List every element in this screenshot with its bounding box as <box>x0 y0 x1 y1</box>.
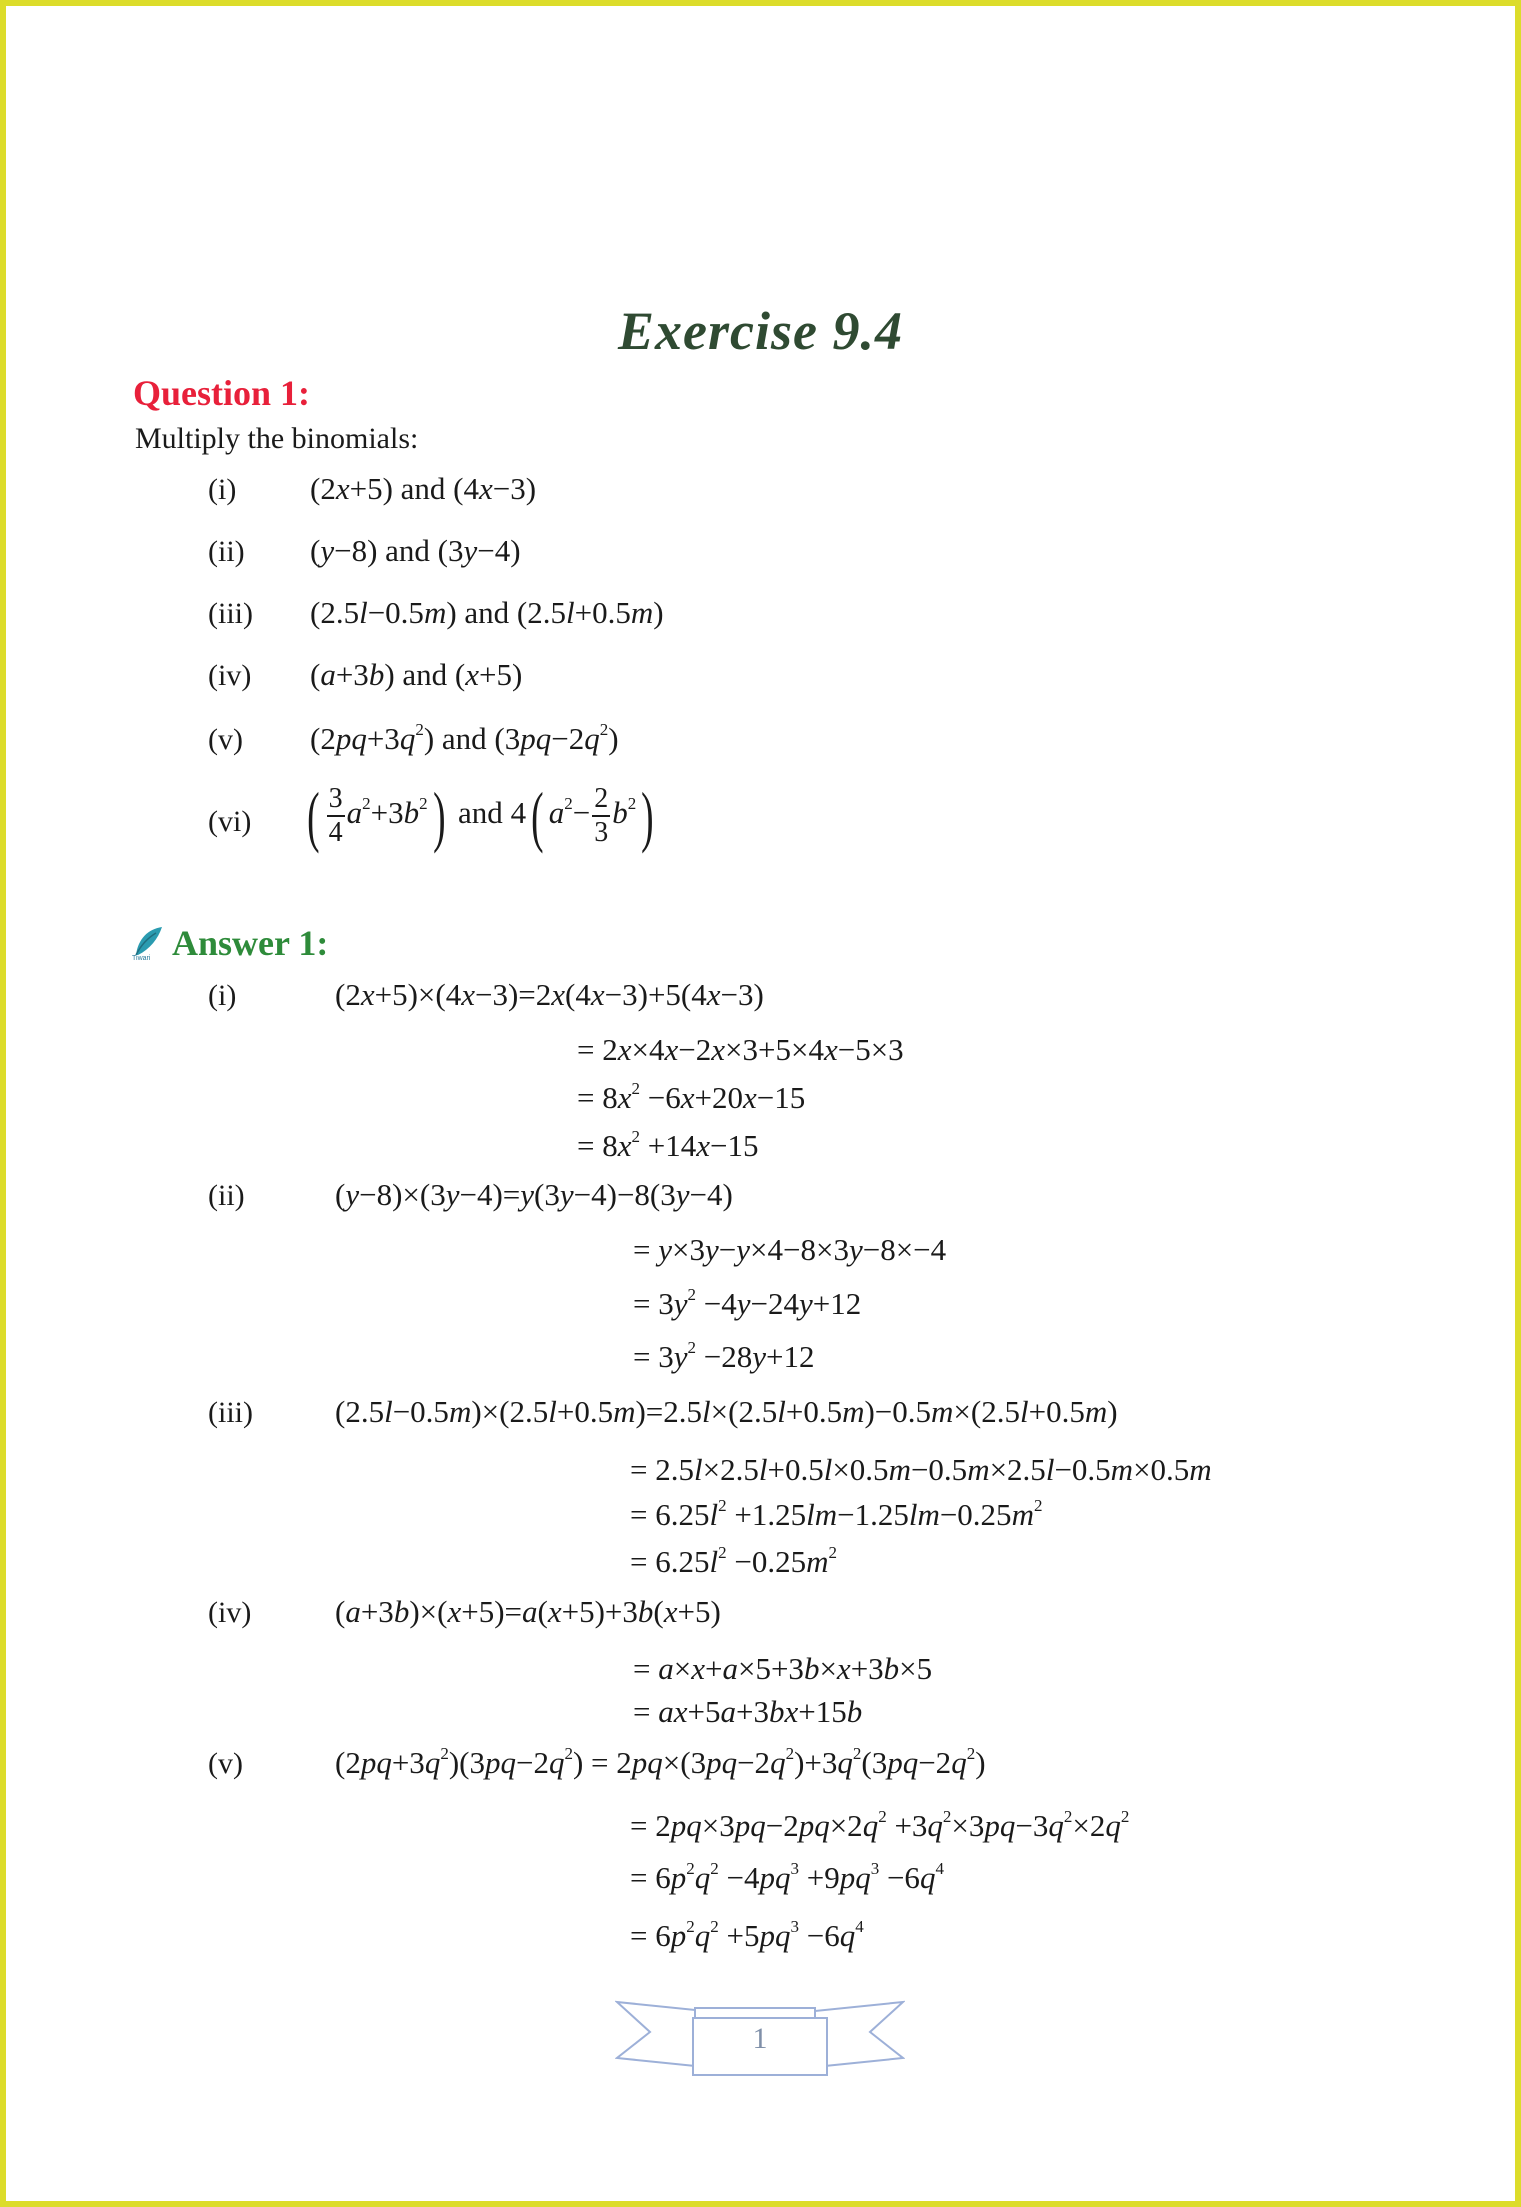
svg-text:Tiwari: Tiwari <box>132 955 151 961</box>
answer-line: = $3y^2 -4y-24y+12$ <box>633 1285 862 1321</box>
question-item-label: (ii) <box>208 535 245 568</box>
question-heading: Question 1: <box>133 373 311 413</box>
question-item-label: (iv) <box>208 659 252 692</box>
quill-logo-icon <box>130 925 166 961</box>
answer-line: = a×x+a×5+3b×x+3b×5 <box>633 1651 933 1686</box>
answer-part-label: (ii) <box>208 1179 245 1212</box>
answer-line: = y×3y−y×4−8×3y−8×−4 <box>633 1232 947 1267</box>
answer-line: = $6p^2q^2 -4pq^3 +9pq^3 -6q^4$ <box>630 1859 944 1895</box>
answer-line: = $8x^2 +14x-15$ <box>577 1127 759 1163</box>
question-item-label: (iii) <box>208 597 253 630</box>
answer-line: = $6.25l^2 +1.25lm-1.25lm-0.25m^2$ <box>630 1496 1043 1532</box>
question-item-expression: (2x+5) and (4x−3) <box>310 471 537 506</box>
answer-line: = $6.25l^2 -0.25m^2$ <box>630 1543 837 1579</box>
answer-line: = 2.5l×2.5l+0.5l×0.5m−0.5m×2.5l−0.5m×0.5m <box>630 1452 1212 1487</box>
answer-line: = 2x×4x−2x×3+5×4x−5×3 <box>577 1032 904 1067</box>
question-item-expression: (a+3b) and (x+5) <box>310 657 523 692</box>
answer-part-label: (i) <box>208 979 237 1012</box>
question-item-label: (vi) <box>208 805 252 838</box>
question-item-expression: $(2pq+3q^2)$ and $(3pq-2q^2)$ <box>310 720 619 756</box>
answer-part-label: (iv) <box>208 1596 252 1629</box>
answer-line: = ax+5a+3bx+15b <box>633 1694 863 1729</box>
answer-line: = $3y^2 -28y+12$ <box>633 1338 815 1374</box>
answer-line: (a+3b)×(x+5)=a(x+5)+3b(x+5) <box>335 1594 721 1629</box>
answer-line: (2x+5)×(4x−3)=2x(4x−3)+5(4x−3) <box>335 977 764 1012</box>
question-item-label: (v) <box>208 723 243 756</box>
question-item-expression: (y−8) and (3y−4) <box>310 533 521 568</box>
answer-line: = $8x^2 -6x+20x-15$ <box>577 1079 806 1115</box>
answer-line: $(2pq+3q^2)(3pq-2q^2) = 2pq\times(3pq-2q^2)+3q^2(3pq-2q^2)$ <box>335 1744 986 1780</box>
question-item-expression: (2.5l−0.5m) and (2.5l+0.5m) <box>310 595 664 630</box>
page-title: Exercise 9.4 <box>618 301 903 361</box>
answer-line: (y−8)×(3y−4)=y(3y−4)−8(3y−4) <box>335 1177 733 1212</box>
question-item-expression: ( $\frac{3}{4}$ $a^2+3b^2$) and 4( $a^2-$ $\frac{2}{3}$ $b^2$) <box>307 778 654 854</box>
question-prompt: Multiply the binomials: <box>135 422 419 455</box>
page-number: 1 <box>752 2022 768 2055</box>
question-item-label: (i) <box>208 473 237 506</box>
answer-heading: Answer 1: <box>172 923 329 963</box>
answer-part-label: (v) <box>208 1747 243 1780</box>
answer-line: = $6p^2q^2 +5pq^3 -6q^4$ <box>630 1917 864 1953</box>
answer-line: = $2pq\times 3pq-2pq\times 2q^2 +3q^2\times 3pq-3q^2\times 2q^2$ <box>630 1807 1130 1843</box>
answer-line: (2.5l−0.5m)×(2.5l+0.5m)=2.5l×(2.5l+0.5m)−0.5m×(2.5l+0.5m) <box>335 1394 1118 1429</box>
answer-part-label: (iii) <box>208 1396 253 1429</box>
